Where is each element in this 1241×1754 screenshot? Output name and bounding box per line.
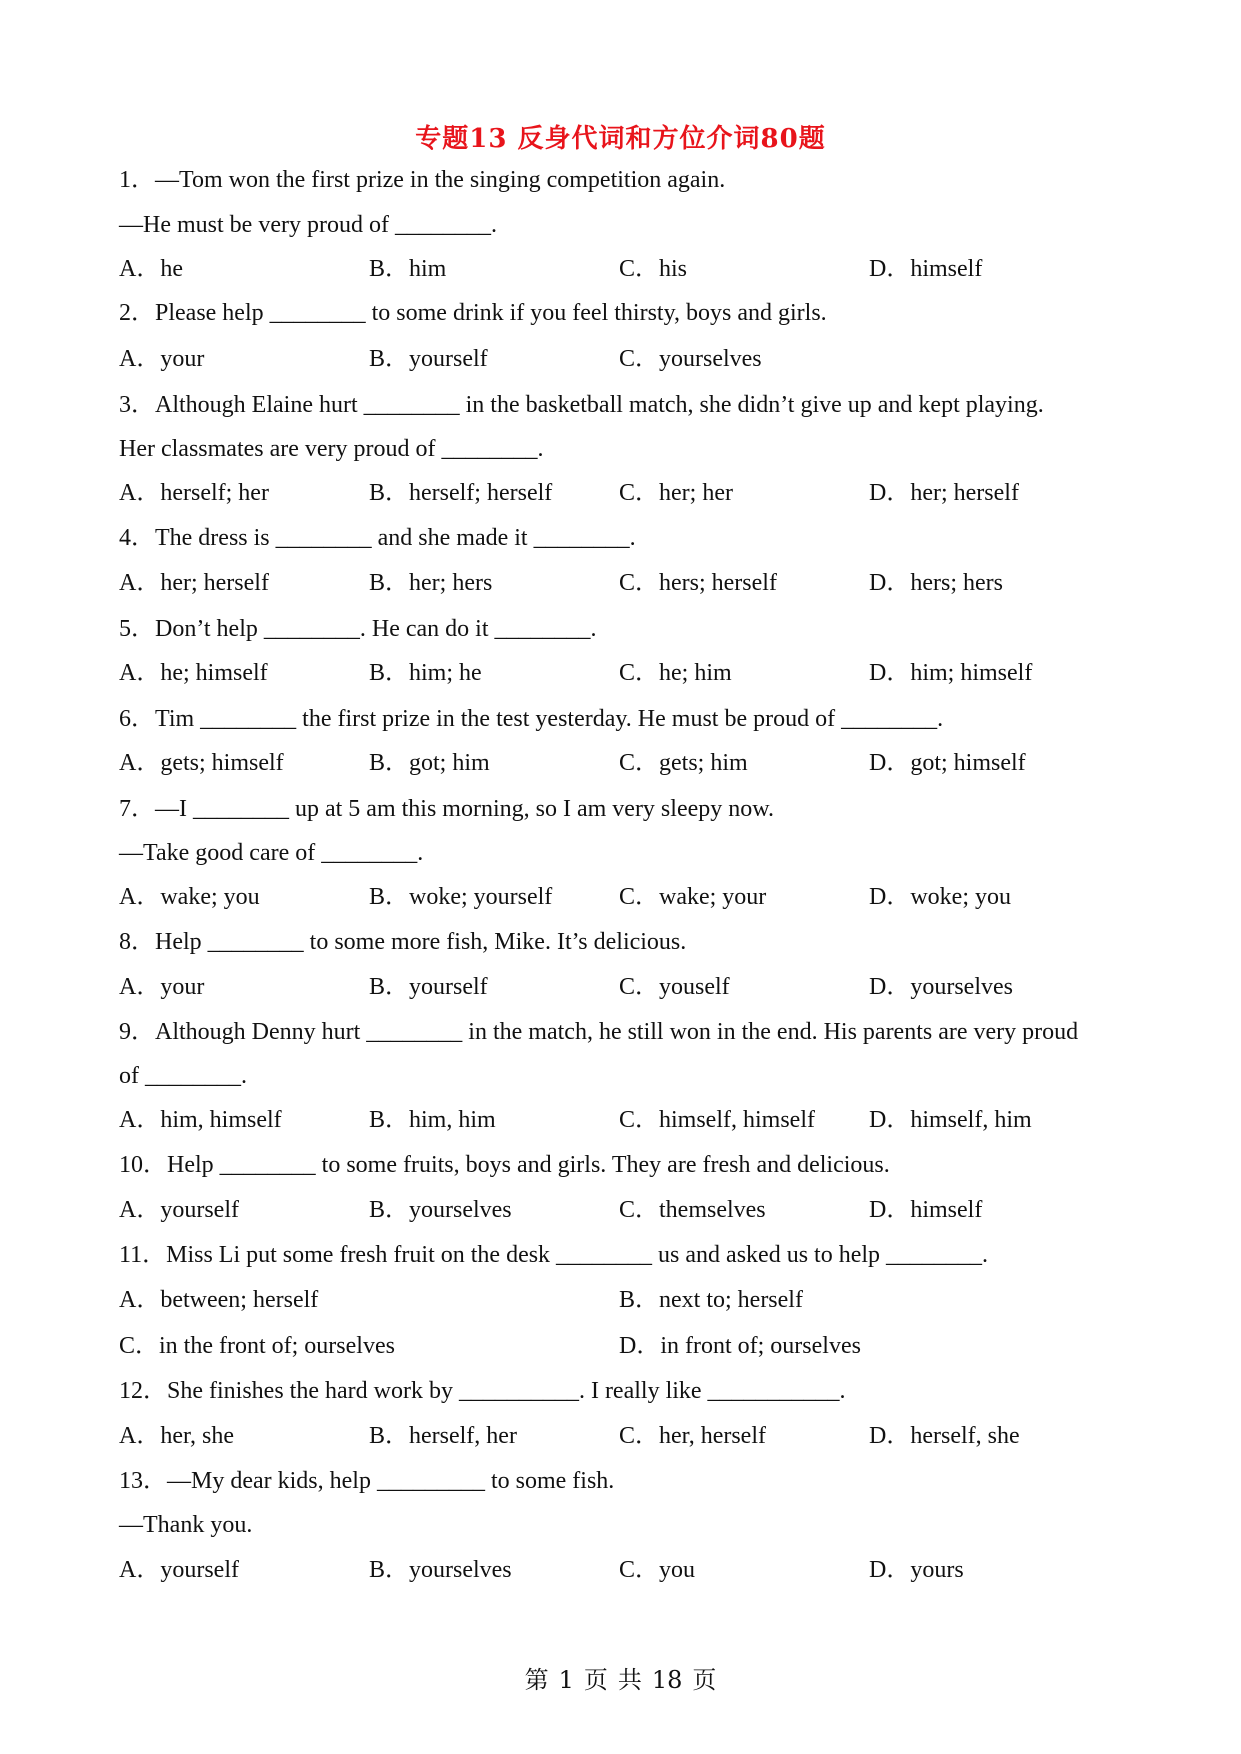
page-title: 专题13 反身代词和方位介词80题 [415, 124, 826, 154]
q1-option-d: D．himself [869, 256, 983, 282]
q12-option-d: D．herself, she [869, 1423, 1020, 1449]
footer-suffix: 页 [692, 1666, 717, 1694]
q4-option-d: D．hers; hers [869, 570, 1003, 596]
q5-option-d: D．him; himself [869, 660, 1033, 686]
q13-option-c: C．you [619, 1557, 696, 1583]
q7-option-b: B．woke; yourself [369, 884, 553, 910]
q10-option-d: D．himself [869, 1197, 983, 1223]
q6-option-c: C．gets; him [619, 750, 748, 776]
q13-option-a: A．yourself [119, 1557, 239, 1583]
footer-prefix: 第 [524, 1666, 549, 1694]
q4-option-c: C．hers; herself [619, 570, 777, 596]
page-footer [0, 1660, 1241, 1695]
question-5-stem: 5．Don’t help ________. He can do it ________. [119, 616, 597, 642]
q10-option-b: B．yourselves [369, 1197, 512, 1223]
q3-option-a: A．herself; her [119, 480, 269, 506]
question-13-reply: —Thank you. [119, 1512, 253, 1538]
q6-option-b: B．got; him [369, 750, 490, 776]
question-11-stem: 11．Miss Li put some fresh fruit on the desk ________ us and asked us to help ________. [119, 1242, 989, 1268]
q7-option-d: D．woke; you [869, 884, 1011, 910]
q12-option-a: A．her, she [119, 1423, 235, 1449]
q6-option-a: A．gets; himself [119, 750, 284, 776]
q2-option-c: C．yourselves [619, 346, 762, 372]
q11-option-a: A．between; herself [119, 1287, 319, 1313]
question-9-continued: of ________. [119, 1063, 247, 1089]
footer-page-word: 页 [583, 1666, 608, 1694]
q8-option-d: D．yourselves [869, 974, 1013, 1000]
q12-option-c: C．her, herself [619, 1423, 766, 1449]
q2-option-a: A．your [119, 346, 205, 372]
question-2-stem: 2．Please help ________ to some drink if you feel thirsty, boys and girls. [119, 300, 827, 326]
q3-option-d: D．her; herself [869, 480, 1019, 506]
question-4-stem: 4．The dress is ________ and she made it ________. [119, 525, 636, 551]
question-9-stem: 9．Although Denny hurt ________ in the match, he still won in the end. His parents are very proud [119, 1019, 1079, 1045]
q12-option-b: B．herself, her [369, 1423, 517, 1449]
q3-option-b: B．herself; herself [369, 480, 553, 506]
footer-page-number: 1 [558, 1666, 574, 1694]
footer-total-pages: 18 [651, 1666, 683, 1694]
q9-option-d: D．himself, him [869, 1107, 1032, 1133]
footer-total-word: 共 [617, 1666, 642, 1694]
q7-option-a: A．wake; you [119, 884, 260, 910]
q8-option-c: C．youself [619, 974, 730, 1000]
q1-option-a: A．he [119, 256, 183, 282]
question-10-stem: 10．Help ________ to some fruits, boys and girls. They are fresh and delicious. [119, 1152, 890, 1178]
q9-option-a: A．him, himself [119, 1107, 282, 1133]
q13-option-d: D．yours [869, 1557, 964, 1583]
q5-option-b: B．him; he [369, 660, 482, 686]
q2-option-b: B．yourself [369, 346, 488, 372]
q11-option-d: D．in front of; ourselves [619, 1333, 861, 1359]
question-7-stem: 7．—I ________ up at 5 am this morning, so I am very sleepy now. [119, 796, 775, 822]
q10-option-a: A．yourself [119, 1197, 239, 1223]
q9-option-b: B．him, him [369, 1107, 496, 1133]
question-8-stem: 8．Help ________ to some more fish, Mike. It’s delicious. [119, 929, 687, 955]
question-3-stem: 3．Although Elaine hurt ________ in the basketball match, she didn’t give up and kept playing. [119, 392, 1044, 418]
q5-option-c: C．he; him [619, 660, 732, 686]
q10-option-c: C．themselves [619, 1197, 766, 1223]
question-13-stem: 13．—My dear kids, help _________ to some fish. [119, 1468, 615, 1494]
question-1-stem: 1．—Tom won the first prize in the singing competition again. [119, 167, 726, 193]
q8-option-b: B．yourself [369, 974, 488, 1000]
q11-option-c: C．in the front of; ourselves [119, 1333, 395, 1359]
q9-option-c: C．himself, himself [619, 1107, 815, 1133]
question-7-reply: —Take good care of ________. [119, 840, 424, 866]
q3-option-c: C．her; her [619, 480, 733, 506]
q7-option-c: C．wake; your [619, 884, 767, 910]
question-12-stem: 12．She finishes the hard work by __________. I really like ___________. [119, 1378, 846, 1404]
q1-option-c: C．his [619, 256, 688, 282]
q11-option-b: B．next to; herself [619, 1287, 803, 1313]
q1-option-b: B．him [369, 256, 447, 282]
q8-option-a: A．your [119, 974, 205, 1000]
q6-option-d: D．got; himself [869, 750, 1026, 776]
question-6-stem: 6．Tim ________ the first prize in the test yesterday. He must be proud of ________. [119, 706, 944, 732]
q4-option-a: A．her; herself [119, 570, 269, 596]
question-1-reply: —He must be very proud of ________. [119, 212, 497, 238]
question-3-continued: Her classmates are very proud of ________. [119, 436, 544, 462]
q5-option-a: A．he; himself [119, 660, 268, 686]
q4-option-b: B．her; hers [369, 570, 493, 596]
q13-option-b: B．yourselves [369, 1557, 512, 1583]
